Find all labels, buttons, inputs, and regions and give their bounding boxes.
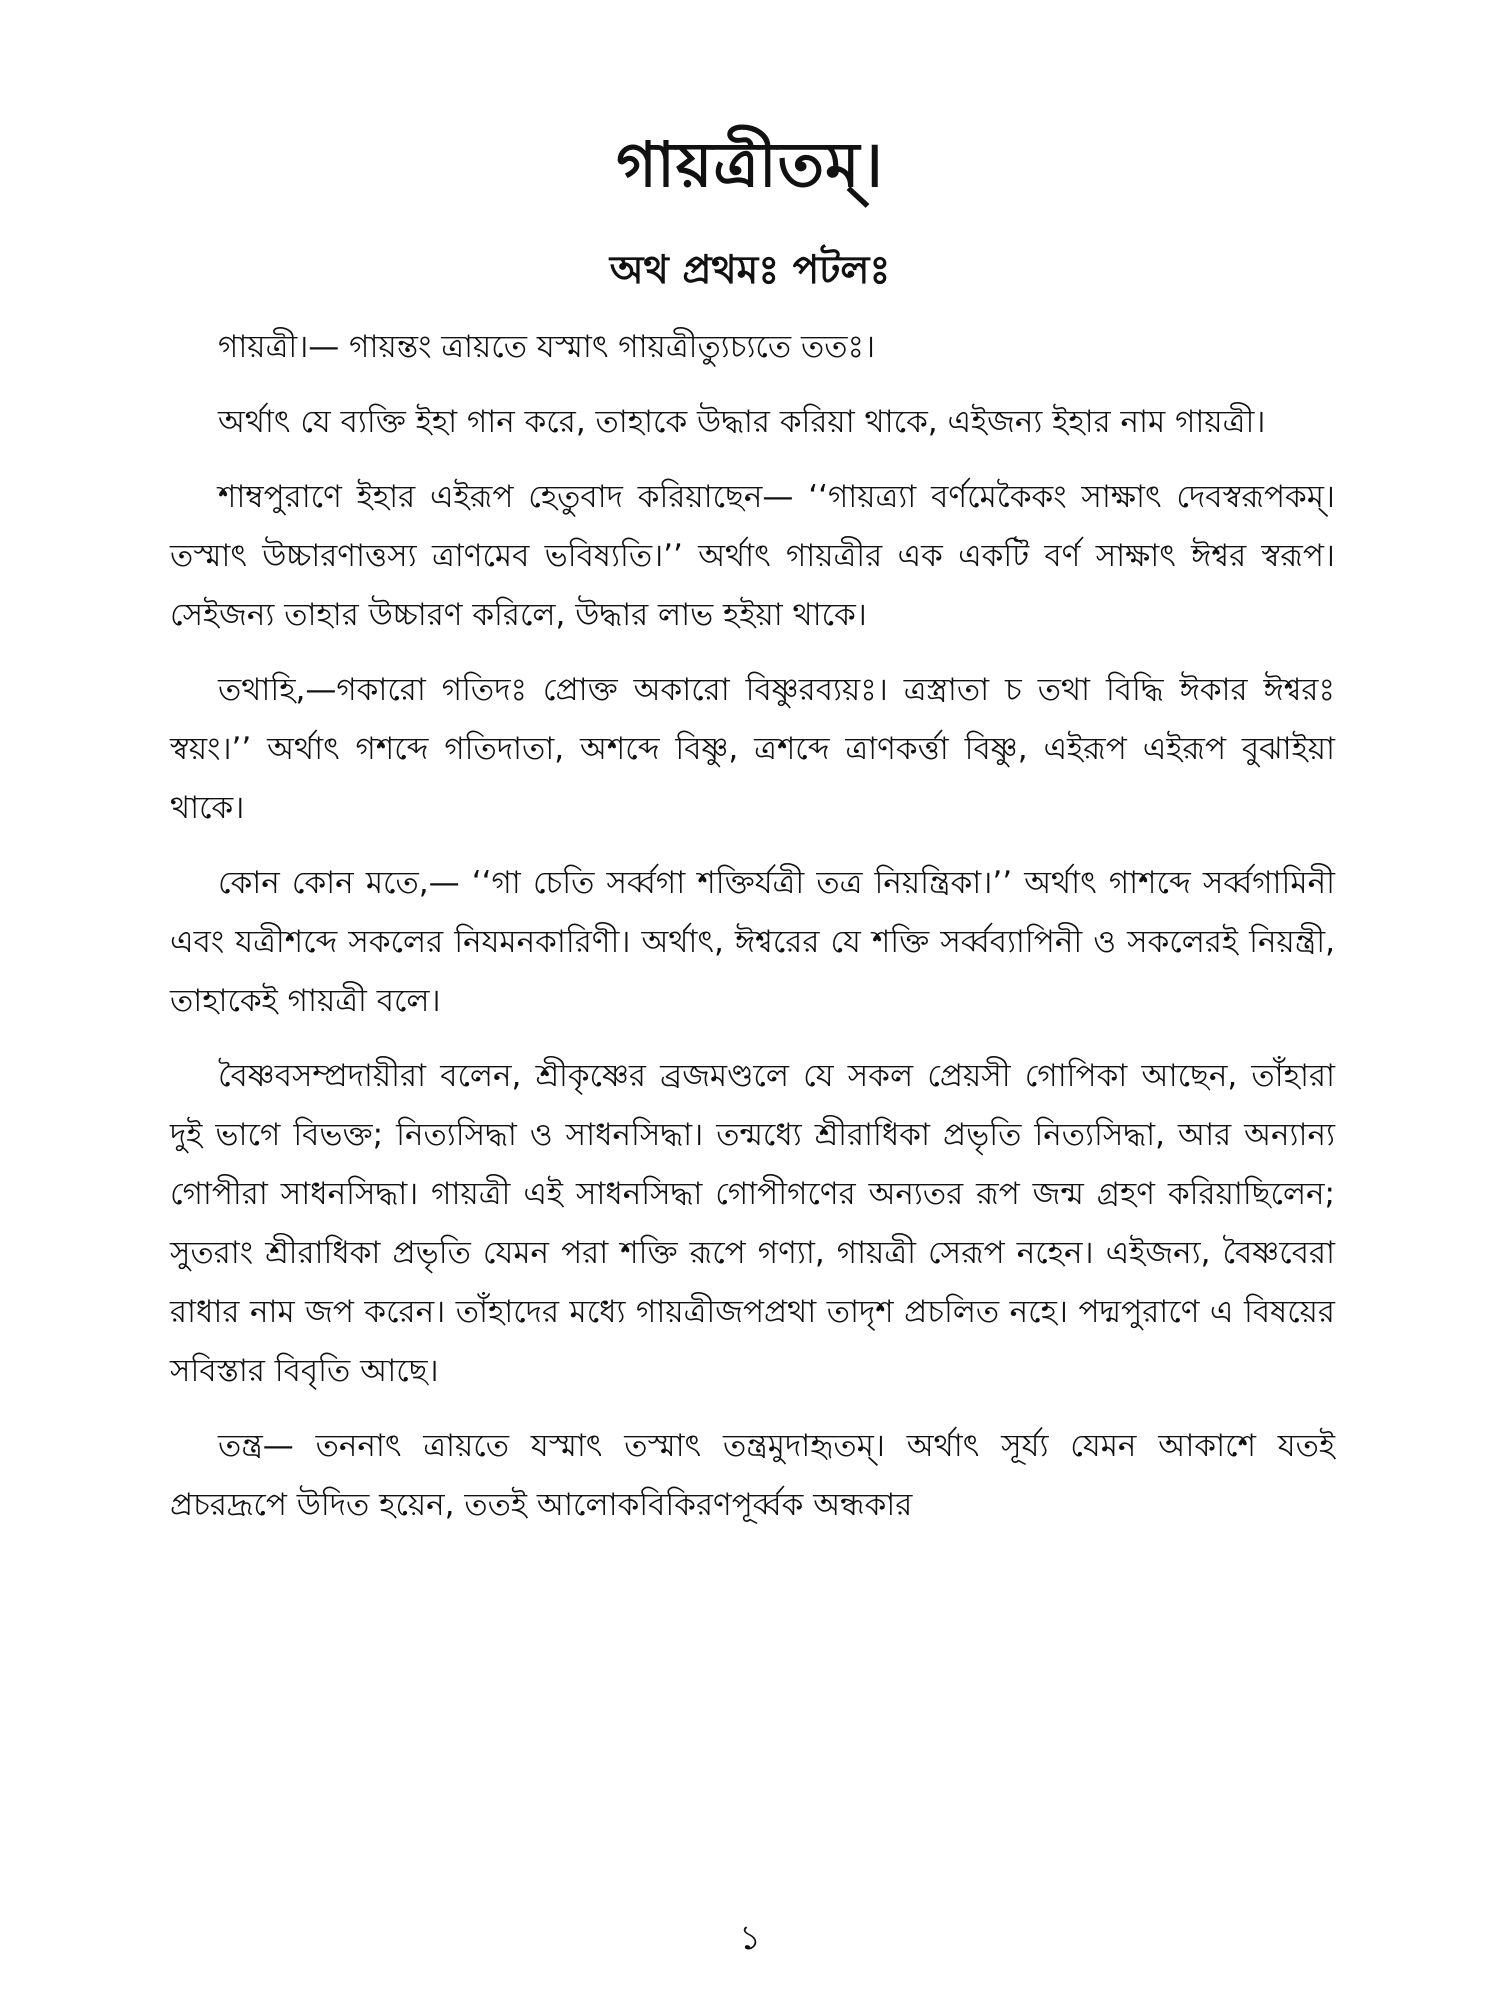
paragraph: বৈষ্ণবসম্প্রদায়ীরা বলেন, শ্রীকৃষ্ণের ব্রজমণ্ডলে যে সকল প্রেয়সী গোপিকা আছেন, তাঁহারা দুই ভাগে বিভক্ত; নিত্যসিদ্ধা ও সাধনসিদ্ধা। তন্মধ্যে শ্রীরাধিকা প্রভৃতি নিত্যসিদ্ধা, আর অন্যান্য গোপীরা সাধনসিদ্ধা। গায়ত্রী এই সাধনসিদ্ধা গোপীগণের অন্যতর রূপ জন্ম গ্রহণ করিয়াছিলেন; সুতরাং শ্রীরাধিকা প্রভৃতি যেমন পরা শক্তি রূপে গণ্যা, গায়ত্রী সেরূপ নহেন। এইজন্য, বৈষ্ণবেরা রাধার নাম জপ করেন। তাঁহাদের মধ্যে গায়ত্রীজপপ্রথা তাদৃশ প্রচলিত নহে। পদ্মপুরাণে এ বিষয়ের সবিস্তার বিবৃতি আছে। (170, 1058, 1335, 1389)
paragraph: গায়ত্রী।— গায়ন্তং ত্রায়তে যস্মাৎ গায়ত্রীত্যুচ্যতে ততঃ। (218, 329, 876, 365)
body-text (170, 318, 1335, 1535)
paragraph: তন্ত্র— তননাৎ ত্রায়তে যস্মাৎ তস্মাৎ তন্ত্রমুদাহৃতম্‌। অর্থাৎ সূর্য্য যেমন আকাশে যতই প্রচরদ্রূপে উদিত হয়েন, ততই আলোকবিকিরণপূর্ব্বক অন্ধকার (170, 1428, 1335, 1523)
paragraph: শাম্বপুরাণে ইহার এইরূপ হেতুবাদ করিয়াছেন— ‘‘গায়ত্র্যা বর্ণমেকৈকং সাক্ষাৎ দেবস্বরূপকম্‌। তস্মাৎ উচ্চারণাত্তস্য ত্রাণমেব ভবিষ্যতি।’’ অর্থাৎ গায়ত্রীর এক একটি বর্ণ সাক্ষাৎ ঈশ্বর স্বরূপ। সেইজন্য তাহার উচ্চারণ করিলে, উদ্ধার লাভ হইয়া থাকে। (170, 479, 1335, 633)
page-title: গায়ত্রীতম্‌। (616, 128, 884, 201)
paragraph: অর্থাৎ যে ব্যক্তি ইহা গান করে, তাহাকে উদ্ধার করিয়া থাকে, এইজন্য ইহার নাম গায়ত্রী। (218, 404, 1266, 440)
page-number: ১ (738, 1918, 762, 1958)
chapter-heading: অথ প্রথমঃ পটলঃ (609, 248, 891, 293)
paragraph: তথাহি,—গকারো গতিদঃ প্রোক্ত অকারো বিষ্ণুরব্যয়ঃ। ত্রস্ত্রাতা চ তথা বিদ্ধি ঈকার ঈশ্বরঃ স্বয়ং।’’ অর্থাৎ গশব্দে গতিদাতা, অশব্দে বিষ্ণু, ত্রশব্দে ত্রাণকর্ত্তা বিষ্ণু, এইরূপ এইরূপ বুঝাইয়া থাকে। (170, 672, 1335, 826)
paragraph: কোন কোন মতে,— ‘‘গা চেতি সর্ব্বগা শক্তির্যত্রী তত্র নিয়ন্ত্রিকা।’’ অর্থাৎ গাশব্দে সর্ব্বগামিনী এবং যত্রীশব্দে সকলের নিযমনকারিণী। অর্থাৎ, ঈশ্বরের যে শক্তি সর্ব্বব্যাপিনী ও সকলেরই নিয়ন্ত্রী, তাহাকেই গায়ত্রী বলে। (170, 865, 1335, 1019)
